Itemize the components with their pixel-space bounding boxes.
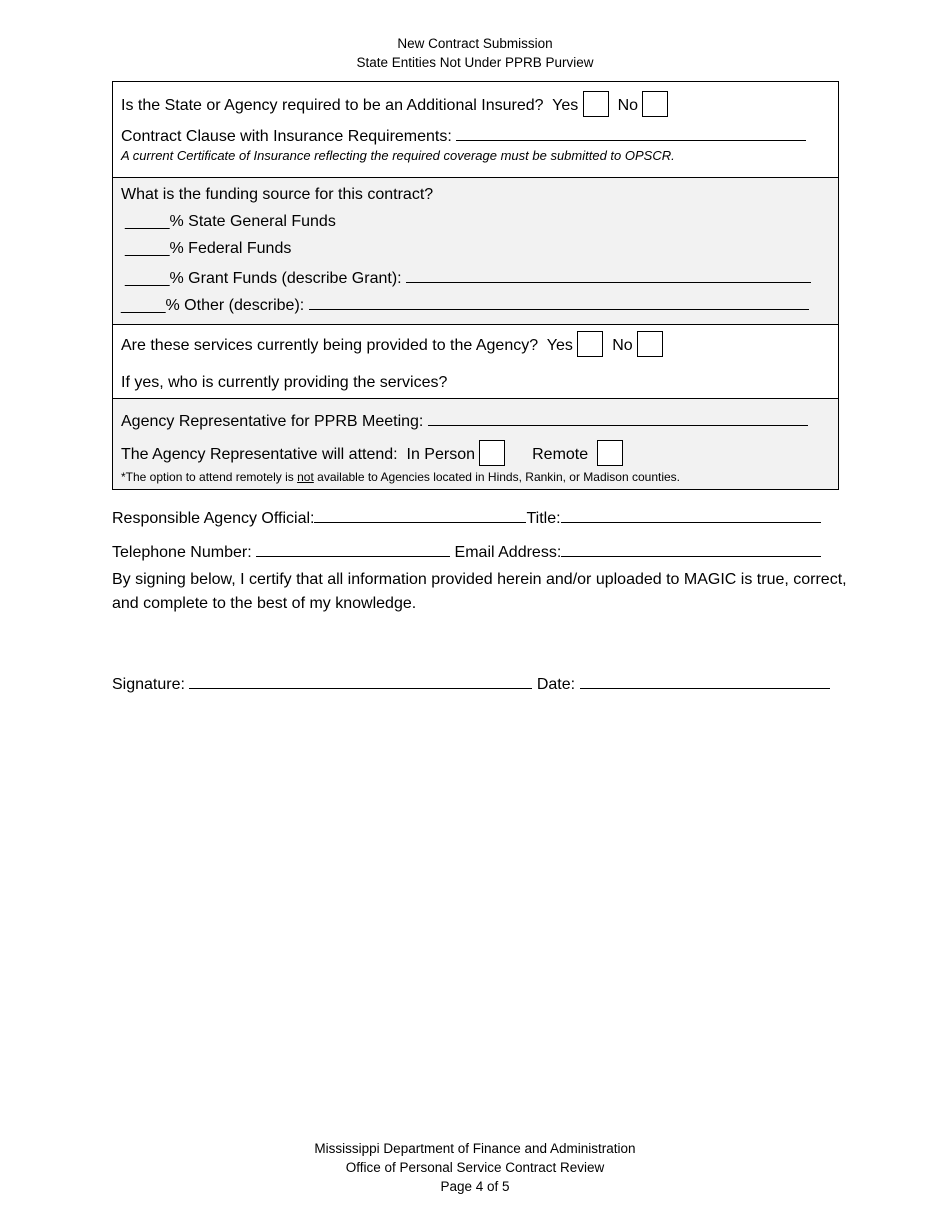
signature-label: Signature:	[112, 676, 185, 693]
in-person-checkbox[interactable]	[479, 440, 505, 466]
phone-label: Telephone Number:	[112, 544, 252, 561]
remote-label: Remote	[532, 446, 589, 464]
insurance-no-label: No	[617, 97, 639, 115]
page-footer	[0, 1139, 950, 1196]
insurance-note: A current Certificate of Insurance reflecting the required coverage must be submitted to OPSCR.	[121, 148, 675, 163]
funding-other-field[interactable]	[309, 294, 809, 310]
page-header	[0, 34, 950, 72]
date-field[interactable]	[580, 673, 830, 689]
remote-note	[121, 467, 680, 487]
funding-state-label: % State General Funds	[169, 213, 336, 230]
representative-row	[121, 410, 808, 432]
phone-field[interactable]	[256, 541, 450, 557]
form-subtitle: State Entities Not Under PPRB Purview	[356, 55, 594, 70]
insurance-section	[113, 82, 838, 178]
services-question: Are these services currently being provided to the Agency?	[121, 337, 539, 355]
remote-checkbox[interactable]	[597, 440, 623, 466]
funding-grant-row	[125, 267, 811, 289]
services-provider-question: If yes, who is currently providing the services?	[121, 374, 448, 391]
email-field[interactable]	[561, 541, 821, 557]
official-label: Responsible Agency Official:	[112, 510, 315, 527]
insurance-yes-checkbox[interactable]	[583, 91, 609, 117]
funding-federal-label: % Federal Funds	[169, 240, 292, 257]
in-person-label: In Person	[406, 446, 475, 464]
funding-section	[113, 178, 838, 325]
representative-field[interactable]	[428, 410, 808, 426]
remote-note-start: *The option to attend remotely is	[121, 470, 294, 484]
representative-section	[113, 399, 838, 489]
insurance-clause-row	[121, 125, 806, 147]
official-field[interactable]	[314, 507, 526, 523]
services-yes-label: Yes	[546, 337, 573, 355]
insurance-clause-label: Contract Clause with Insurance Requirements:	[121, 128, 452, 145]
insurance-clause-field[interactable]	[456, 125, 806, 141]
funding-grant-blank[interactable]: _____	[125, 270, 170, 287]
footer-office: Office of Personal Service Contract Review	[345, 1160, 605, 1175]
title-field[interactable]	[561, 507, 821, 523]
form-title: New Contract Submission	[397, 36, 553, 51]
attendance-row	[121, 442, 623, 468]
email-label: Email Address:	[454, 544, 562, 561]
funding-other-blank[interactable]: _____	[121, 297, 166, 314]
official-row	[112, 507, 821, 529]
funding-grant-field[interactable]	[406, 267, 811, 283]
insurance-question-row	[121, 93, 668, 119]
signature-row	[112, 673, 830, 695]
title-label: Title:	[526, 510, 561, 527]
services-question-row	[121, 333, 663, 359]
funding-state-blank[interactable]: _____	[125, 213, 170, 230]
insurance-no-checkbox[interactable]	[642, 91, 668, 117]
date-label: Date:	[536, 676, 576, 693]
remote-note-end: available to Agencies located in Hinds, Rankin, or Madison counties.	[317, 470, 681, 484]
services-yes-checkbox[interactable]	[577, 331, 603, 357]
funding-state-row[interactable]	[125, 212, 336, 232]
funding-question: What is the funding source for this contract?	[121, 186, 434, 203]
insurance-question: Is the State or Agency required to be an Additional Insured?	[121, 97, 544, 115]
signature-field[interactable]	[189, 673, 532, 689]
footer-department: Mississippi Department of Finance and Administration	[314, 1141, 636, 1156]
services-section	[113, 325, 838, 399]
representative-label: Agency Representative for PPRB Meeting:	[121, 413, 424, 430]
certification-statement: By signing below, I certify that all information provided herein and/or uploaded to MAGIC is true, correct, and complete to the best of my knowledge.	[112, 571, 847, 612]
services-no-label: No	[612, 337, 633, 355]
remote-note-emphasis: not	[297, 470, 314, 484]
funding-federal-row[interactable]	[125, 239, 291, 259]
services-no-checkbox[interactable]	[637, 331, 663, 357]
funding-federal-blank[interactable]: _____	[125, 240, 170, 257]
contact-row	[112, 541, 821, 563]
attendance-label: The Agency Representative will attend:	[121, 446, 398, 464]
form-box	[112, 81, 839, 490]
page-number: Page 4 of 5	[440, 1179, 510, 1194]
insurance-yes-label: Yes	[552, 97, 579, 115]
funding-other-row	[121, 294, 809, 316]
funding-grant-label: % Grant Funds (describe Grant):	[169, 270, 402, 287]
funding-other-label: % Other (describe):	[165, 297, 305, 314]
